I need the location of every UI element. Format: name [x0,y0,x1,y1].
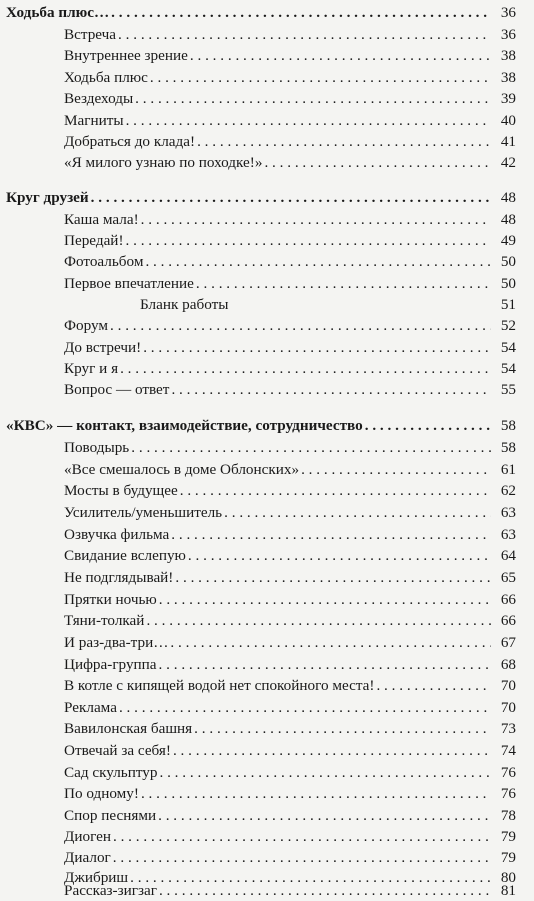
dot-leader [158,805,491,826]
toc-page-number: 48 [500,189,516,206]
toc-entry-title: Поводырь [64,439,130,456]
dot-leader [126,230,492,251]
toc-entry-title: Вездеходы [64,90,134,107]
toc-entry [64,567,516,588]
toc-entry-title: Круг и я [64,360,119,377]
toc-entry [64,45,516,66]
toc-entry [64,847,516,868]
toc-entry-title: Прятки ночью [64,591,157,608]
toc-entry [64,524,516,545]
toc-entry-title: До встречи! [64,339,142,356]
toc-page-number: 40 [500,112,516,129]
toc-entry-title: Каша мала! [64,211,139,228]
dot-leader [196,273,491,294]
toc-page-number: 65 [500,569,516,586]
toc-page-number: 38 [500,47,516,64]
toc-entry [64,337,516,358]
dot-leader [113,826,491,847]
toc-page-number: 76 [500,764,516,781]
toc-entry-title: Мосты в будущее [64,482,178,499]
toc-page-number: 58 [500,417,516,434]
dot-leader [159,880,491,901]
toc-page-number: 41 [500,133,516,150]
toc-entry-title: Фотоальбом [64,253,144,270]
toc-page-number: 51 [500,296,516,313]
toc-entry [64,459,516,480]
toc-page-number: 66 [500,612,516,629]
dot-leader [135,88,491,109]
toc-page-number: 50 [500,275,516,292]
dot-leader [159,762,491,783]
toc-page-number: 54 [500,360,516,377]
toc-entry-title: Цифра-группа [64,656,157,673]
toc-entry-title: Диалог [64,849,111,866]
toc-section-heading [6,187,516,208]
dot-leader [120,358,491,379]
dot-leader [143,337,491,358]
toc-entry [64,251,516,272]
toc-section-heading [6,2,516,23]
toc-entry [64,480,516,501]
toc-entry-title: Рассказ-зигзаг [64,882,157,899]
toc-page-number: 61 [500,461,516,478]
toc-entry-title: Диоген [64,828,111,845]
dot-leader [188,545,491,566]
toc-entry-title: Свидание вслепую [64,547,186,564]
dot-leader [113,847,491,868]
toc-entry-title: Спор песнями [64,807,157,824]
toc-page-number: 49 [500,232,516,249]
toc-entry-title: Усилитель/уменьшитель [64,504,223,521]
toc-page-number: 80 [500,869,516,886]
dot-leader [171,379,491,400]
toc-entry [64,654,516,675]
toc-page-number: 74 [500,742,516,759]
toc-entry [64,209,516,230]
toc-entry-title: Тяни-толкай [64,612,145,629]
dot-leader [194,718,491,739]
toc-entry [64,805,516,826]
toc-page-number: 58 [500,439,516,456]
toc-entry-title: Реклама [64,699,117,716]
toc-page-number: 50 [500,253,516,270]
toc-entry-title: Магниты [64,112,124,129]
toc-entry [64,589,516,610]
toc-entry [64,880,516,901]
toc-entry-title: Встреча [64,26,117,43]
toc-entry [64,110,516,131]
toc-entry-title: Джибриш [64,869,129,886]
dot-leader [131,437,491,458]
toc-entry-title: Первое впечатление [64,275,194,292]
toc-page-number: 62 [500,482,516,499]
toc-entry [64,610,516,631]
toc-page-number: 79 [500,828,516,845]
toc-page-number: 63 [500,526,516,543]
dot-leader [145,251,491,272]
dot-leader [91,187,491,208]
toc-entry [64,315,516,336]
toc-page-number: 73 [500,720,516,737]
toc-section-title: «КВС» — контакт, взаимодействие, сотрудничество [6,417,363,434]
dot-leader [119,697,491,718]
toc-page-number: 54 [500,339,516,356]
toc-page-number: 64 [500,547,516,564]
toc-entry-title: Внутреннее зрение [64,47,188,64]
dot-leader [224,502,491,523]
toc-page-number: 70 [500,699,516,716]
toc-entry-title: Отвечай за себя! [64,742,171,759]
toc-page-number: 42 [500,154,516,171]
dot-leader [264,152,491,173]
toc-entry [64,358,516,379]
toc-section-title: Ходьба плюс… [6,4,110,21]
dot-leader [126,110,491,131]
dot-leader [111,2,491,23]
toc-page-number: 36 [500,26,516,43]
toc-page-number: 52 [500,317,516,334]
dot-leader [173,740,491,761]
dot-leader [146,610,491,631]
toc-entry [64,88,516,109]
toc-entry-title: Сад скульптур [64,764,158,781]
toc-page-number: 38 [500,69,516,86]
dot-leader [197,131,491,152]
toc-entry-title: Ходьба плюс [64,69,148,86]
toc-page-number: 55 [500,381,516,398]
dot-leader [170,632,491,653]
dot-leader [118,24,491,45]
toc-entry-title: Форум [64,317,108,334]
toc-entry [64,675,516,696]
dot-leader [141,783,491,804]
toc-entry [140,294,516,315]
toc-entry [64,24,516,45]
toc-entry [64,783,516,804]
toc-entry-title: Вавилонская башня [64,720,193,737]
toc-entry-title: Добраться до клада! [64,133,196,150]
toc-entry [64,826,516,847]
dot-leader [190,45,491,66]
toc-entry-title: Передай! [64,232,124,249]
toc-page-number: 63 [500,504,516,521]
toc-entry-title: Озвучка фильма [64,526,170,543]
toc-page-number: 78 [500,807,516,824]
toc-page-number: 79 [500,849,516,866]
toc-entry [64,67,516,88]
toc-entry [64,697,516,718]
dot-leader [171,524,491,545]
dot-leader [141,209,491,230]
toc-entry-title: По одному! [64,785,139,802]
toc-entry-title: Бланк работы [140,296,229,313]
toc-entry [64,131,516,152]
toc-entry [64,545,516,566]
dot-leader [110,315,491,336]
toc-entry [64,762,516,783]
dot-leader [159,654,491,675]
toc-entry [64,632,516,653]
toc-page-number: 39 [500,90,516,107]
toc-page-number: 48 [500,211,516,228]
toc-entry [64,437,516,458]
toc-entry [64,740,516,761]
dot-leader [376,675,491,696]
toc-entry [64,152,516,173]
toc-entry [64,718,516,739]
toc-entry-title: И раз-два-три… [64,634,169,651]
toc-entry-title: «Я милого узнаю по походке!» [64,154,263,171]
toc-page-number: 68 [500,656,516,673]
toc-entry [64,379,516,400]
toc-entry-title: В котле с кипящей водой нет спокойного места! [64,677,375,694]
toc-entry [64,502,516,523]
toc-entry-title: Не подглядывай! [64,569,174,586]
dot-leader [365,415,491,436]
toc-entry [64,273,516,294]
toc-page-number: 66 [500,591,516,608]
toc-page-number: 81 [500,882,516,899]
toc-entry-title: Вопрос — ответ [64,381,170,398]
dot-leader [159,589,491,610]
dot-leader [301,459,491,480]
toc-page-number: 70 [500,677,516,694]
toc-section-title: Круг друзей [6,189,89,206]
dot-leader [150,67,491,88]
toc-page-number: 67 [500,634,516,651]
dot-leader [175,567,491,588]
toc-section-heading [6,415,516,436]
toc-page-number: 76 [500,785,516,802]
toc-entry-title: «Все смешалось в доме Облонских» [64,461,300,478]
dot-leader [180,480,491,501]
toc-entry [64,230,516,251]
toc-page-number: 36 [500,4,516,21]
